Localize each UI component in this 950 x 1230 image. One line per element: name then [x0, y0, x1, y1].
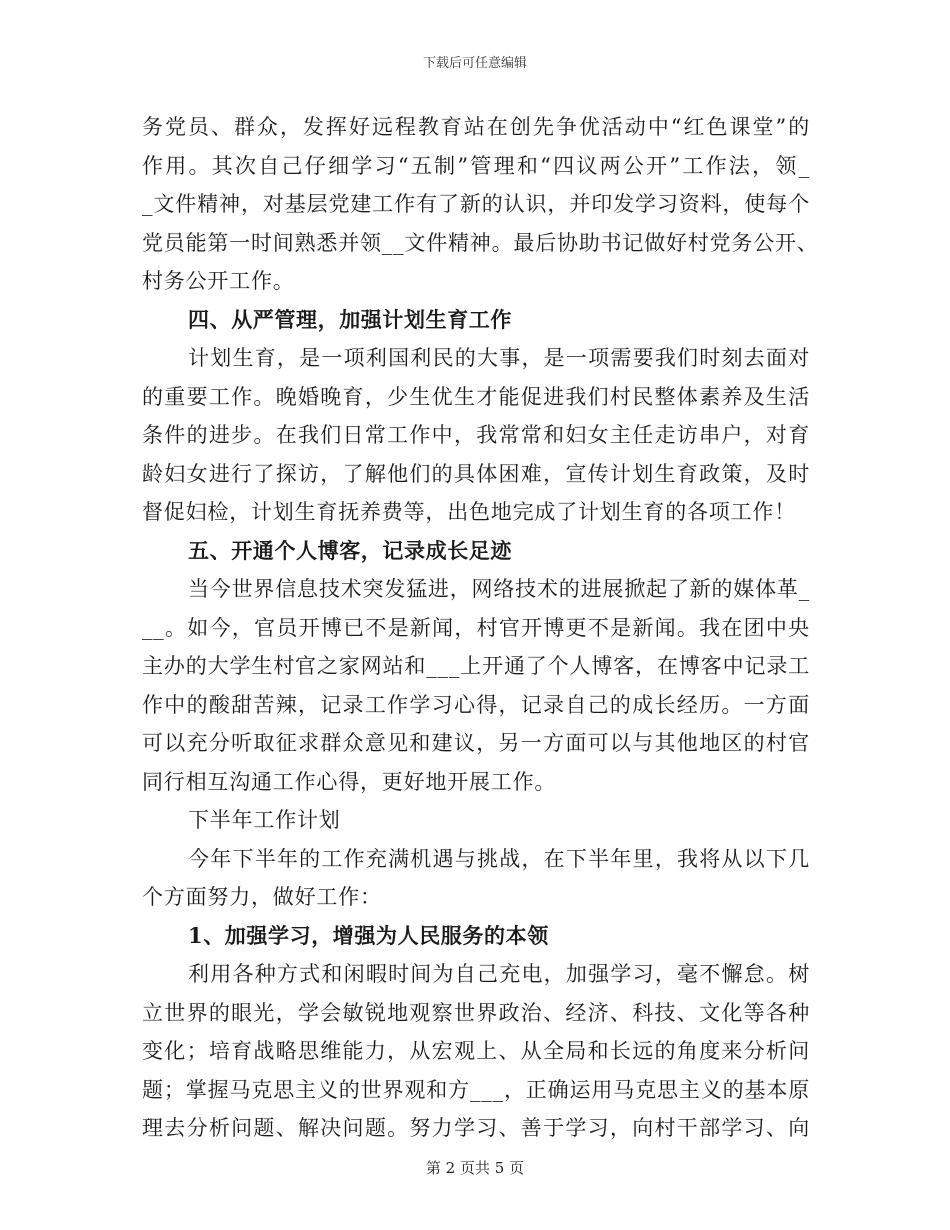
body-line: 题；掌握马克思主义的世界观和方___，正确运用马克思主义的基本原	[142, 1077, 810, 1102]
section-heading: 1、加强学习，增强为人民服务的本领	[188, 922, 549, 948]
body-line: 计划生育，是一项利国利民的大事，是一项需要我们时刻去面对	[188, 346, 810, 370]
body-line: 可以充分听取征求群众意见和建议，另一方面可以与其他地区的村官	[142, 731, 810, 755]
page-header: 下载后可任意编辑	[422, 56, 527, 71]
body-line: 党员能第一时间熟悉并领__文件精神。最后协助书记做好村党务公开、	[142, 230, 819, 255]
body-line: 当今世界信息技术突发猛进，网络技术的进展掀起了新的媒体革_	[188, 577, 810, 601]
body-line: 利用各种方式和闲暇时间为自己充电，加强学习，毫不懈怠。树	[188, 962, 810, 986]
body-line: 变化；培育战略思维能力，从宏观上、从全局和长远的角度来分析问	[142, 1039, 810, 1063]
subtitle-line: 下半年工作计划	[188, 808, 341, 832]
body-line: 督促妇检，计划生育抚养费等，出色地完成了计划生育的各项工作！	[142, 500, 796, 524]
body-line: 今年下半年的工作充满机遇与挑战，在下半年里，我将从以下几	[188, 846, 810, 871]
body-line: 同行相互沟通工作心得，更好地开展工作。	[142, 769, 557, 794]
body-line: 村务公开工作。	[142, 269, 295, 293]
document-body	[142, 108, 819, 1148]
body-line: 个方面努力，做好工作：	[142, 885, 382, 909]
section-heading: 五、开通个人博客，记录成长足迹	[188, 537, 512, 563]
body-line: 主办的大学生村官之家网站和___上开通了个人博客，在博客中记录工	[142, 654, 810, 678]
body-line: _文件精神，对基层党建工作有了新的认识，并印发学习资料，使每个	[142, 192, 810, 216]
page-footer: 第 2 页共 5 页	[425, 1159, 525, 1177]
body-line: 务党员、群众，发挥好远程教育站在创先争优活动中“红色课堂”的	[142, 115, 810, 139]
body-line: 立世界的眼光，学会敏锐地观察世界政治、经济、科技、文化等各种	[142, 1000, 810, 1025]
body-line: 理去分析问题、解决问题。努力学习、善于学习，向村干部学习、向	[142, 1116, 810, 1140]
body-line: 作中的酸甜苦辣，记录工作学习心得，记录自己的成长经历。一方面	[142, 692, 810, 717]
body-line: 作用。其次自己仔细学习“五制”管理和“四议两公开”工作法，领_	[142, 153, 810, 178]
body-line: __。如今，官员开博已不是新闻，村官开博更不是新闻。我在团中央	[142, 615, 810, 640]
body-line: 龄妇女进行了探访，了解他们的具体困难，宣传计划生育政策，及时	[142, 461, 810, 486]
body-line: 的重要工作。晚婚晚育，少生优生才能促进我们村民整体素养及生活	[142, 384, 810, 409]
section-heading: 四、从严管理，加强计划生育工作	[188, 306, 512, 332]
body-line: 条件的进步。在我们日常工作中，我常常和妇女主任走访串户，对育	[142, 423, 810, 447]
